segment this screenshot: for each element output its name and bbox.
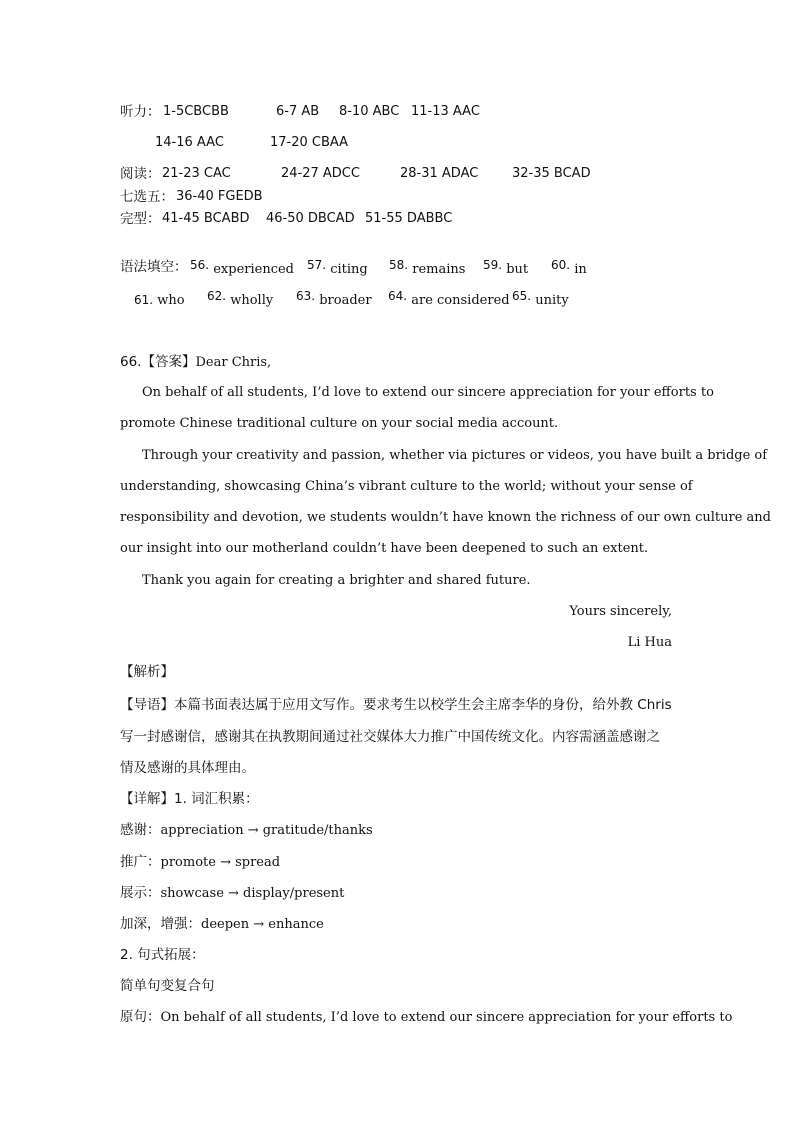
- vocab-item: 加深，增强：deepen → enhance: [120, 916, 324, 932]
- grammar-item: 64. are considered: [388, 289, 510, 308]
- analysis-label: 【解析】: [120, 664, 174, 680]
- listening-group: 1-5CBCBB: [163, 104, 229, 119]
- guide-line: 情及感谢的具体理由。: [120, 760, 255, 776]
- original-label: 原句：: [120, 1009, 161, 1025]
- essay-closing: Yours sincerely,: [569, 604, 672, 619]
- seven-label: 七选五：: [120, 189, 174, 205]
- essay-label: 66.【答案】: [120, 354, 196, 370]
- listening-label: 听力：: [120, 104, 161, 120]
- grammar-item: 62. wholly: [207, 289, 274, 308]
- cloze-group: 51-55 DABBC: [365, 211, 453, 226]
- guide-line: 【导语】本篇书面表达属于应用文写作。要求考生以校学生会主席李华的身份，给外教 Chris: [120, 697, 672, 713]
- essay-line: Thank you again for creating a brighter and shared future.: [142, 573, 531, 588]
- essay-line: understanding, showcasing China’s vibrant culture to the world; without your sense of: [120, 479, 693, 494]
- essay-line: our insight into our motherland couldn’t have been deepened to such an extent.: [120, 541, 649, 556]
- reading-group: 32-35 BCAD: [512, 166, 591, 181]
- cloze-group: 46-50 DBCAD: [266, 211, 355, 226]
- sentence-sub: 简单句变复合句: [120, 978, 215, 994]
- listening-group: 6-7 AB: [276, 104, 320, 119]
- vocab-item: 展示：showcase → display/present: [120, 885, 345, 901]
- grammar-item: 57. citing: [307, 258, 368, 277]
- reading-group: 21-23 CAC: [162, 166, 231, 181]
- grammar-label: 语法填空：: [120, 259, 188, 275]
- detail-label: 【详解】: [120, 791, 174, 807]
- grammar-item: 60. in: [551, 258, 587, 277]
- guide-label: 【导语】: [120, 697, 174, 713]
- vocab-item: 感谢：appreciation → gratitude/thanks: [120, 822, 373, 838]
- reading-label: 阅读：: [120, 166, 161, 182]
- grammar-item: 63. broader: [296, 289, 372, 308]
- grammar-item: 56. experienced: [190, 258, 295, 277]
- sentence-heading: 2. 句式拓展：: [120, 947, 205, 963]
- essay-line: On behalf of all students, I’d love to extend our sincere appreciation for your efforts to: [142, 385, 714, 400]
- grammar-item: 58. remains: [389, 258, 466, 277]
- reading-group: 28-31 ADAC: [400, 166, 479, 181]
- essay-line: promote Chinese traditional culture on your social media account.: [120, 416, 559, 431]
- grammar-item: 65. unity: [512, 289, 569, 308]
- cloze-group: 41-45 BCABD: [162, 211, 250, 226]
- original-sentence: 原句：On behalf of all students, I’d love to extend our sincere appreciation for your efforts to: [120, 1009, 733, 1025]
- detail-heading: 【详解】1. 词汇积累：: [120, 791, 259, 807]
- listening-group: 17-20 CBAA: [270, 135, 349, 150]
- listening-group: 11-13 AAC: [411, 104, 480, 119]
- grammar-item: 61. who: [134, 293, 185, 308]
- essay-greeting: Dear Chris,: [195, 355, 272, 370]
- essay-line: responsibility and devotion, we students wouldn’t have known the richness of our own culture and: [120, 510, 771, 525]
- seven-group: 36-40 FGEDB: [176, 189, 263, 204]
- essay-line: Through your creativity and passion, whether via pictures or videos, you have built a bridge of: [142, 448, 768, 463]
- essay-signature: Li Hua: [627, 635, 672, 650]
- guide-line: 写一封感谢信，感谢其在执教期间通过社交媒体大力推广中国传统文化。内容需涵盖感谢之: [120, 729, 660, 745]
- listening-group: 8-10 ABC: [339, 104, 400, 119]
- listening-group: 14-16 AAC: [155, 135, 224, 150]
- cloze-label: 完型：: [120, 211, 161, 227]
- essay-heading: [120, 353, 271, 372]
- reading-group: 24-27 ADCC: [281, 166, 360, 181]
- grammar-item: 59. but: [483, 258, 529, 277]
- vocab-item: 推广：promote → spread: [120, 854, 281, 870]
